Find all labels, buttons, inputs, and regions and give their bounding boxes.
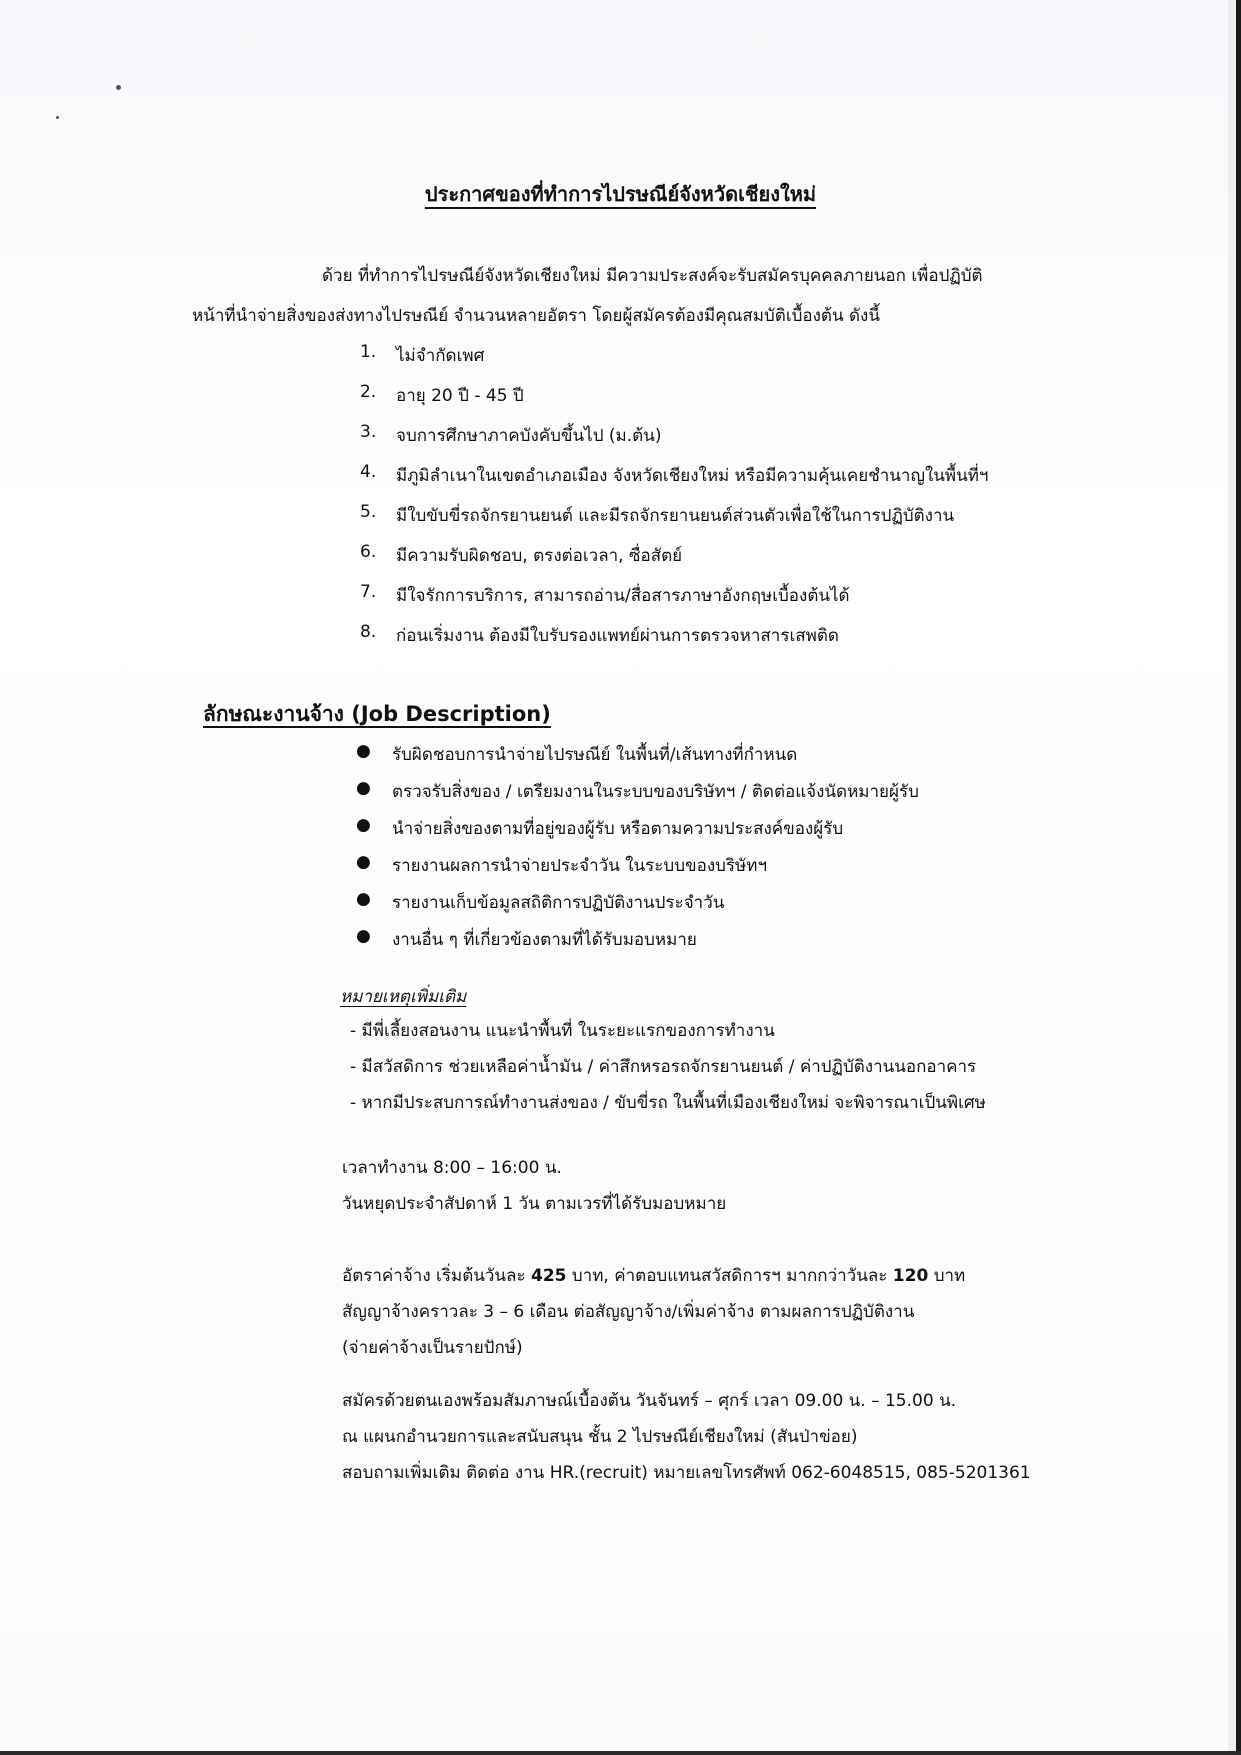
scan-edge-right [1236,0,1241,1755]
welfare-amount: 120 [892,1266,929,1286]
requirement-number: 4. [360,462,377,482]
wage-info [342,1262,965,1370]
apply-line-2: ณ แผนกอำนวยการและสนับสนุน ชั้น 2 ไปรษณีย์เชียงใหม่ (สันป่าข่อย) [342,1427,858,1447]
work-schedule [342,1154,726,1226]
contract-line: สัญญาจ้างคราวละ 3 – 6 เดือน ต่อสัญญาจ้าง/เพิ่มค่าจ้าง ตามผลการปฏิบัติงาน [342,1302,915,1322]
job-duty-item [356,778,919,815]
job-duty-item [356,741,919,778]
requirement-item [360,542,988,582]
bullet-icon: ● [356,852,371,872]
wage-text: บาท [928,1266,966,1286]
wage-text: บาท, ค่าตอบแทนสวัสดิการฯ มากกว่าวันละ [566,1266,893,1286]
requirement-number: 5. [360,502,377,522]
job-duty-text: งานอื่น ๆ ที่เกี่ยวข้องตามที่ได้รับมอบหมาย [392,930,697,950]
requirement-text: ก่อนเริ่มงาน ต้องมีใบรับรองแพทย์ผ่านการตรวจหาสารเสพติด [396,626,839,646]
requirement-text: มีภูมิลำเนาในเขตอำเภอเมือง จังหวัดเชียงใหม่ หรือมีความคุ้นเคยชำนาญในพื้นที่ฯ [396,466,989,486]
daily-wage-amount: 425 [530,1266,567,1286]
wage-rate-line [342,1262,965,1298]
contact-line: สอบถามเพิ่มเติม ติดต่อ งาน HR.(recruit) หมายเลขโทรศัพท์ 062-6048515, 085-5201361 [342,1463,1031,1483]
scan-edge-shadow [1228,0,1236,1755]
requirement-item [360,502,988,542]
requirement-text: จบการศึกษาภาคบังคับขึ้นไป (ม.ต้น) [396,426,662,446]
requirement-number: 6. [360,542,377,562]
intro-line-1: ด้วย ที่ทำการไปรษณีย์จังหวัดเชียงใหม่ มีความประสงค์จะรับสมัครบุคคลภายนอก เพื่อปฏิบัติ [322,266,983,286]
paper-speck [56,116,59,119]
requirement-text: มีใจรักการบริการ, สามารถอ่าน/สื่อสารภาษาอังกฤษเบื้องต้นได้ [396,586,850,606]
remark-item: - มีสวัสดิการ ช่วยเหลือค่าน้ำมัน / ค่าสึกหรอรถจักรยานยนต์ / ค่าปฏิบัติงานนอกอาคาร [350,1057,977,1077]
bullet-icon: ● [356,778,371,798]
job-duty-item [356,852,919,889]
job-duty-item [356,926,919,963]
requirement-number: 2. [360,382,377,402]
job-description-heading: ลักษณะงานจ้าง (Job Description) [203,702,551,726]
intro-line-2: หน้าที่นำจ่ายสิ่งของส่งทางไปรษณีย์ จำนวนหลายอัตรา โดยผู้สมัครต้องมีคุณสมบัติเบื้องต้น ดังนี้ [192,306,880,326]
requirement-text: มีความรับผิดชอบ, ตรงต่อเวลา, ซื่อสัตย์ [396,546,683,566]
bullet-icon: ● [356,815,371,835]
job-duty-text: นำจ่ายสิ่งของตามที่อยู่ของผู้รับ หรือตามความประสงค์ของผู้รับ [392,819,844,839]
requirement-number: 7. [360,582,377,602]
apply-line-1: สมัครด้วยตนเองพร้อมสัมภาษณ์เบื้องต้น วันจันทร์ – ศุกร์ เวลา 09.00 น. – 15.00 น. [342,1391,957,1411]
requirement-item [360,582,988,622]
job-duties-list [356,741,919,963]
requirement-text: ไม่จำกัดเพศ [396,346,485,366]
remarks-list [350,1017,986,1125]
remark-item: - มีพี่เลี้ยงสอนงาน แนะนำพื้นที่ ในระยะแรกของการทำงาน [350,1021,775,1041]
job-duty-text: ตรวจรับสิ่งของ / เตรียมงานในระบบของบริษัทฯ / ติดต่อแจ้งนัดหมายผู้รับ [392,782,919,802]
scan-edge-bottom [0,1751,1241,1755]
job-duty-item [356,815,919,852]
requirement-text: อายุ 20 ปี - 45 ปี [396,386,524,406]
job-duty-text: รายงานผลการนำจ่ายประจำวัน ในระบบของบริษัทฯ [392,856,767,876]
payment-line: (จ่ายค่าจ้างเป็นรายปักษ์) [342,1338,523,1358]
job-duty-text: รายงานเก็บข้อมูลสถิติการปฏิบัติงานประจำวัน [392,893,725,913]
bullet-icon: ● [356,741,371,761]
bullet-icon: ● [356,926,371,946]
requirement-item [360,382,988,422]
requirement-number: 3. [360,422,377,442]
requirement-item [360,422,988,462]
requirement-item [360,622,988,662]
bullet-icon: ● [356,889,371,909]
requirement-text: มีใบขับขี่รถจักรยานยนต์ และมีรถจักรยานยนต์ส่วนตัวเพื่อใช้ในการปฏิบัติงาน [396,506,955,526]
paper-speck [116,85,121,90]
requirements-list [360,342,988,662]
application-info [342,1387,1031,1495]
wage-text: อัตราค่าจ้าง เริ่มต้นวันละ [342,1266,531,1286]
remarks-heading: หมายเหตุเพิ่มเติม [340,987,467,1007]
job-duty-text: รับผิดชอบการนำจ่ายไปรษณีย์ ในพื้นที่/เส้นทางที่กำหนด [392,745,798,765]
announcement-title: ประกาศของที่ทำการไปรษณีย์จังหวัดเชียงใหม่ [424,182,817,206]
remark-item: - หากมีประสบการณ์ทำงานส่งของ / ขับขี่รถ ในพื้นที่เมืองเชียงใหม่ จะพิจารณาเป็นพิเศษ [350,1093,986,1113]
requirement-item [360,462,988,502]
requirement-number: 8. [360,622,377,642]
work-hours: เวลาทำงาน 8:00 – 16:00 น. [342,1158,562,1178]
requirement-item [360,342,988,382]
weekly-holiday: วันหยุดประจำสัปดาห์ 1 วัน ตามเวรที่ได้รับมอบหมาย [342,1194,727,1214]
requirement-number: 1. [360,342,377,362]
job-duty-item [356,889,919,926]
